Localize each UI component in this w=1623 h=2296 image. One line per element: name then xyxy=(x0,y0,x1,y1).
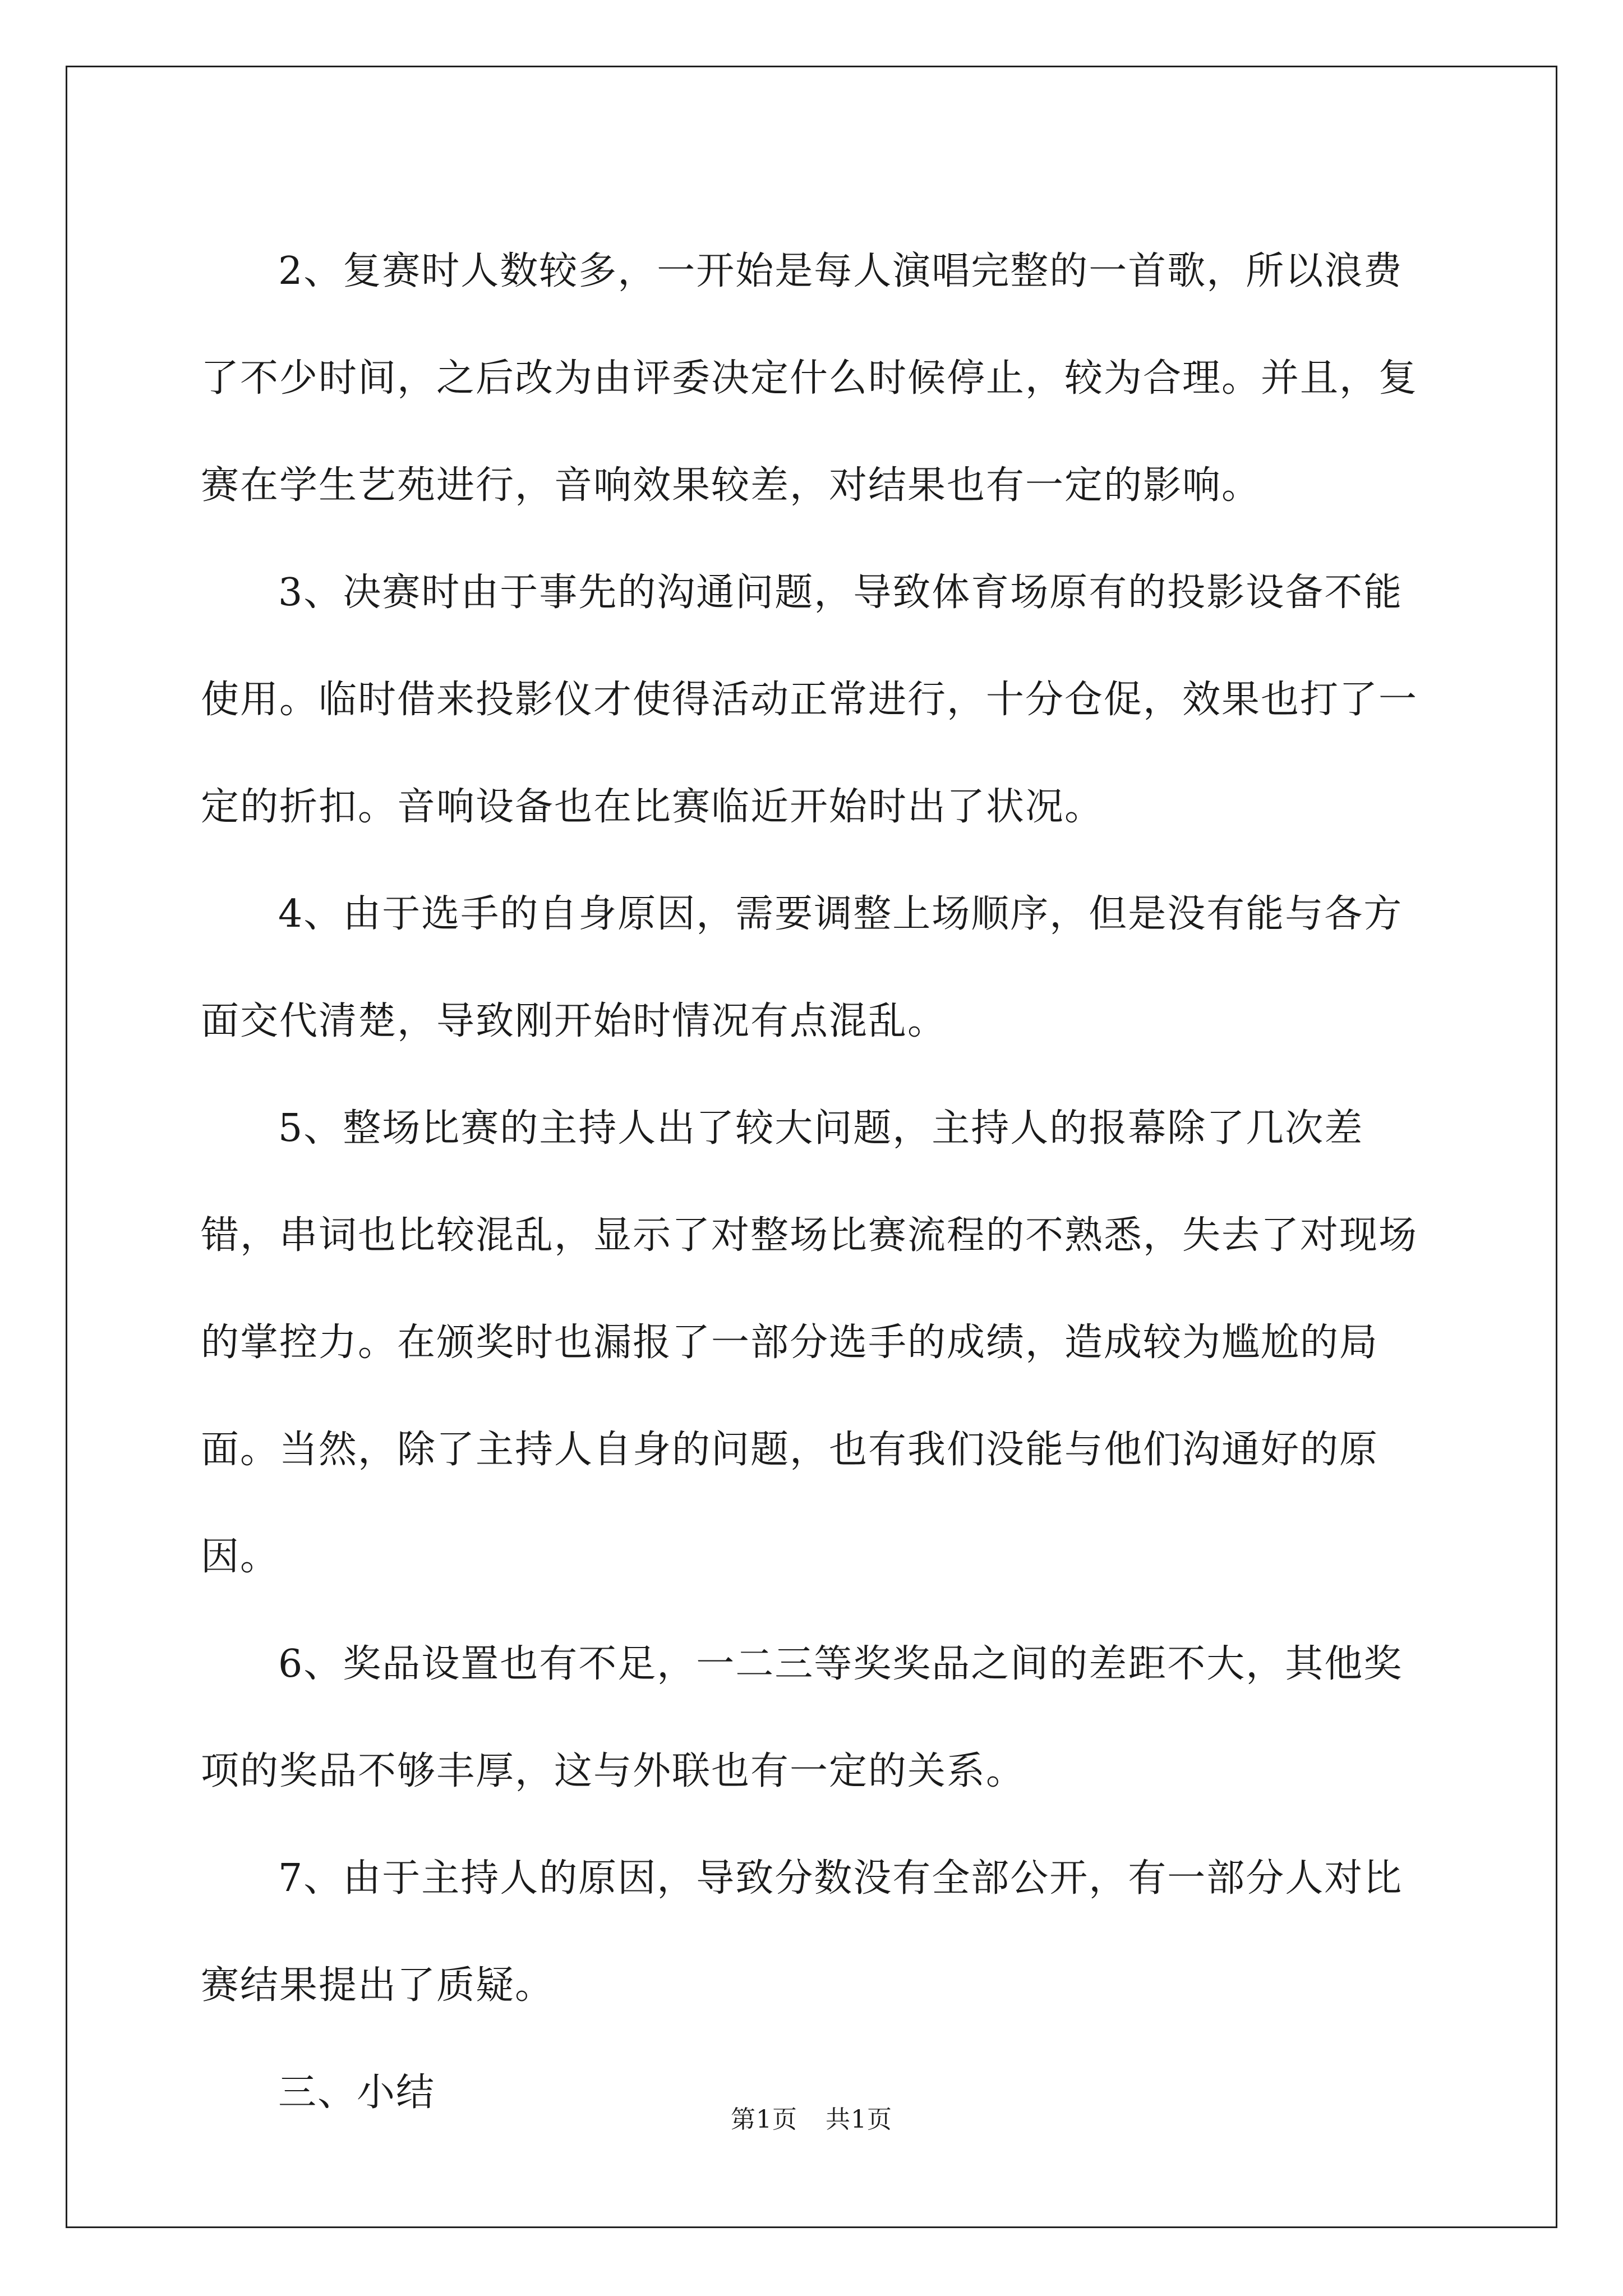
paragraph-3: 3、决赛时由于事先的沟通问题，导致体育场原有的投影设备不能使用。临时借来投影仪才使得活动正常进行，十分仓促，效果也打了一定的折扣。音响设备也在比赛临近开始时出了状况。 xyxy=(201,570,1418,829)
section-heading-summary: 三、小结 xyxy=(278,2070,436,2115)
paragraph-6: 6、奖品设置也有不足，一二三等奖奖品之间的差距不大，其他奖项的奖品不够丰厚，这与外联也有一定的关系。 xyxy=(201,1642,1403,1793)
paragraph-2: 2、复赛时人数较多，一开始是每人演唱完整的一首歌，所以浪费了不少时间，之后改为由评委决定什么时候停止，较为合理。并且，复赛在学生艺苑进行，音响效果较差，对结果也有一定的影响。 xyxy=(201,249,1418,508)
page-footer xyxy=(0,2099,1623,2135)
paragraph-4: 4、由于选手的自身原因，需要调整上场顺序，但是没有能与各方面交代清楚，导致刚开始时情况有点混乱。 xyxy=(201,892,1403,1043)
page-total: 共1页 xyxy=(826,2105,892,2134)
paragraph-7: 7、由于主持人的原因，导致分数没有全部公开，有一部分人对比赛结果提出了质疑。 xyxy=(201,1856,1403,2008)
paragraph-5: 5、整场比赛的主持人出了较大问题，主持人的报幕除了几次差错，串词也比较混乱，显示了对整场比赛流程的不熟悉，失去了对现场的掌控力。在颁奖时也漏报了一部分选手的成绩，造成较为尴尬的局面。当然，除了主持人自身的问题，也有我们没能与他们沟通好的原因。 xyxy=(201,1106,1418,1579)
page-number: 第1页 xyxy=(731,2105,797,2134)
document-body xyxy=(201,218,1435,2146)
